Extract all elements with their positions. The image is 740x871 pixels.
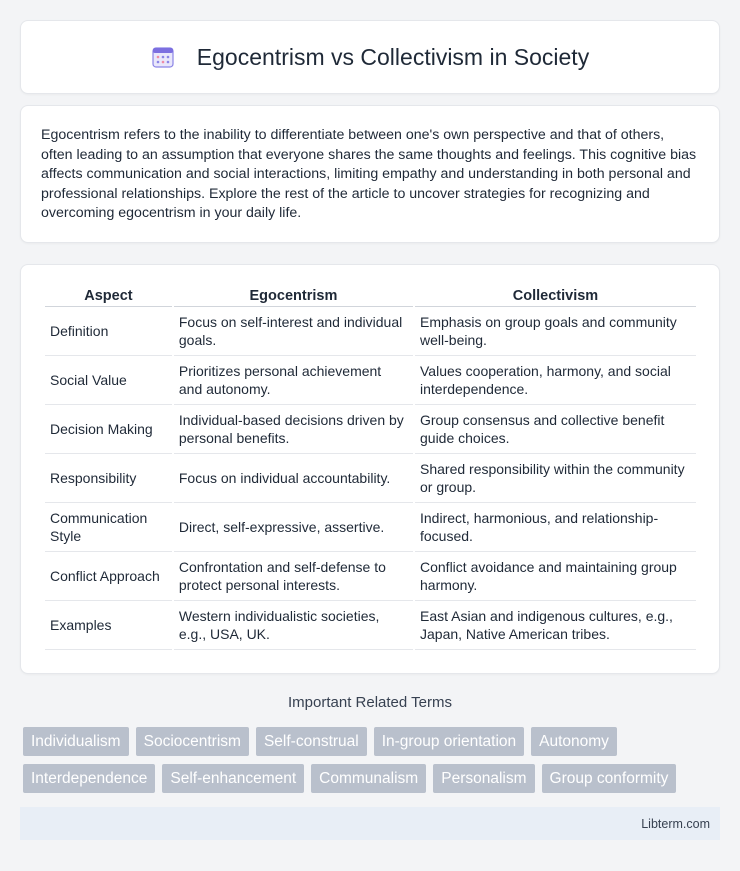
- tag-sociocentrism[interactable]: Sociocentrism: [136, 727, 249, 756]
- footer-site-link[interactable]: Libterm.com: [641, 816, 710, 831]
- footer: [20, 807, 720, 840]
- cell-collectivism: Values cooperation, harmony, and social interdependence.: [415, 356, 696, 405]
- related-terms-tags: [23, 727, 723, 801]
- related-terms-title: Important Related Terms: [288, 694, 452, 711]
- table-row: [45, 307, 696, 356]
- header-collectivism: Collectivism: [415, 285, 696, 307]
- cell-egocentrism: Focus on self-interest and individual goals.: [174, 307, 413, 356]
- tag-personalism[interactable]: Personalism: [433, 764, 534, 793]
- title-card: [20, 20, 720, 94]
- tag-row: [23, 764, 723, 793]
- cell-egocentrism: Direct, self-expressive, assertive.: [174, 503, 413, 552]
- cell-egocentrism: Western individualistic societies, e.g., USA, UK.: [174, 601, 413, 650]
- cell-collectivism: Group consensus and collective benefit guide choices.: [415, 405, 696, 454]
- cell-aspect: Responsibility: [45, 454, 172, 503]
- intro-card: [20, 105, 720, 243]
- cell-collectivism: Conflict avoidance and maintaining group harmony.: [415, 552, 696, 601]
- table-row: [45, 503, 696, 552]
- cell-egocentrism: Focus on individual accountability.: [174, 454, 413, 503]
- intro-text: Egocentrism refers to the inability to differentiate between one's own perspective and that of others, often leading to an assumption that everyone shares the same thoughts and feelings. This cognitive bias affects communication and social interactions, limiting empathy and understanding in both personal and professional relationships. Explore the rest of the article to uncover strategies for recognizing and overcoming egocentrism in your daily life.: [41, 127, 697, 221]
- table-header-row: [45, 285, 696, 307]
- table-row: [45, 454, 696, 503]
- cell-aspect: Communication Style: [45, 503, 172, 552]
- cell-collectivism: East Asian and indigenous cultures, e.g., Japan, Native American tribes.: [415, 601, 696, 650]
- cell-collectivism: Shared responsibility within the community or group.: [415, 454, 696, 503]
- cell-aspect: Definition: [45, 307, 172, 356]
- comparison-table: [43, 285, 698, 650]
- cell-egocentrism: Confrontation and self-defense to protect personal interests.: [174, 552, 413, 601]
- tag-individualism[interactable]: Individualism: [23, 727, 129, 756]
- tag-row: [23, 727, 723, 756]
- tag-self-construal[interactable]: Self-construal: [256, 727, 367, 756]
- cell-egocentrism: Individual-based decisions driven by personal benefits.: [174, 405, 413, 454]
- calendar-icon: [151, 45, 175, 69]
- cell-aspect: Social Value: [45, 356, 172, 405]
- table-row: [45, 356, 696, 405]
- tag-interdependence[interactable]: Interdependence: [23, 764, 155, 793]
- table-row: [45, 601, 696, 650]
- table-row: [45, 405, 696, 454]
- tag-autonomy[interactable]: Autonomy: [531, 727, 617, 756]
- tag-group-conformity[interactable]: Group conformity: [542, 764, 677, 793]
- cell-collectivism: Indirect, harmonious, and relationship-focused.: [415, 503, 696, 552]
- cell-egocentrism: Prioritizes personal achievement and autonomy.: [174, 356, 413, 405]
- tag-communalism[interactable]: Communalism: [311, 764, 426, 793]
- cell-aspect: Decision Making: [45, 405, 172, 454]
- header-egocentrism: Egocentrism: [174, 285, 413, 307]
- cell-aspect: Examples: [45, 601, 172, 650]
- tag-self-enhancement[interactable]: Self-enhancement: [162, 764, 304, 793]
- table-row: [45, 552, 696, 601]
- comparison-table-card: [20, 264, 720, 674]
- page-title: Egocentrism vs Collectivism in Society: [196, 43, 590, 70]
- header-aspect: Aspect: [45, 285, 172, 307]
- tag-in-group-orientation[interactable]: In-group orientation: [374, 727, 524, 756]
- cell-aspect: Conflict Approach: [45, 552, 172, 601]
- cell-collectivism: Emphasis on group goals and community well-being.: [415, 307, 696, 356]
